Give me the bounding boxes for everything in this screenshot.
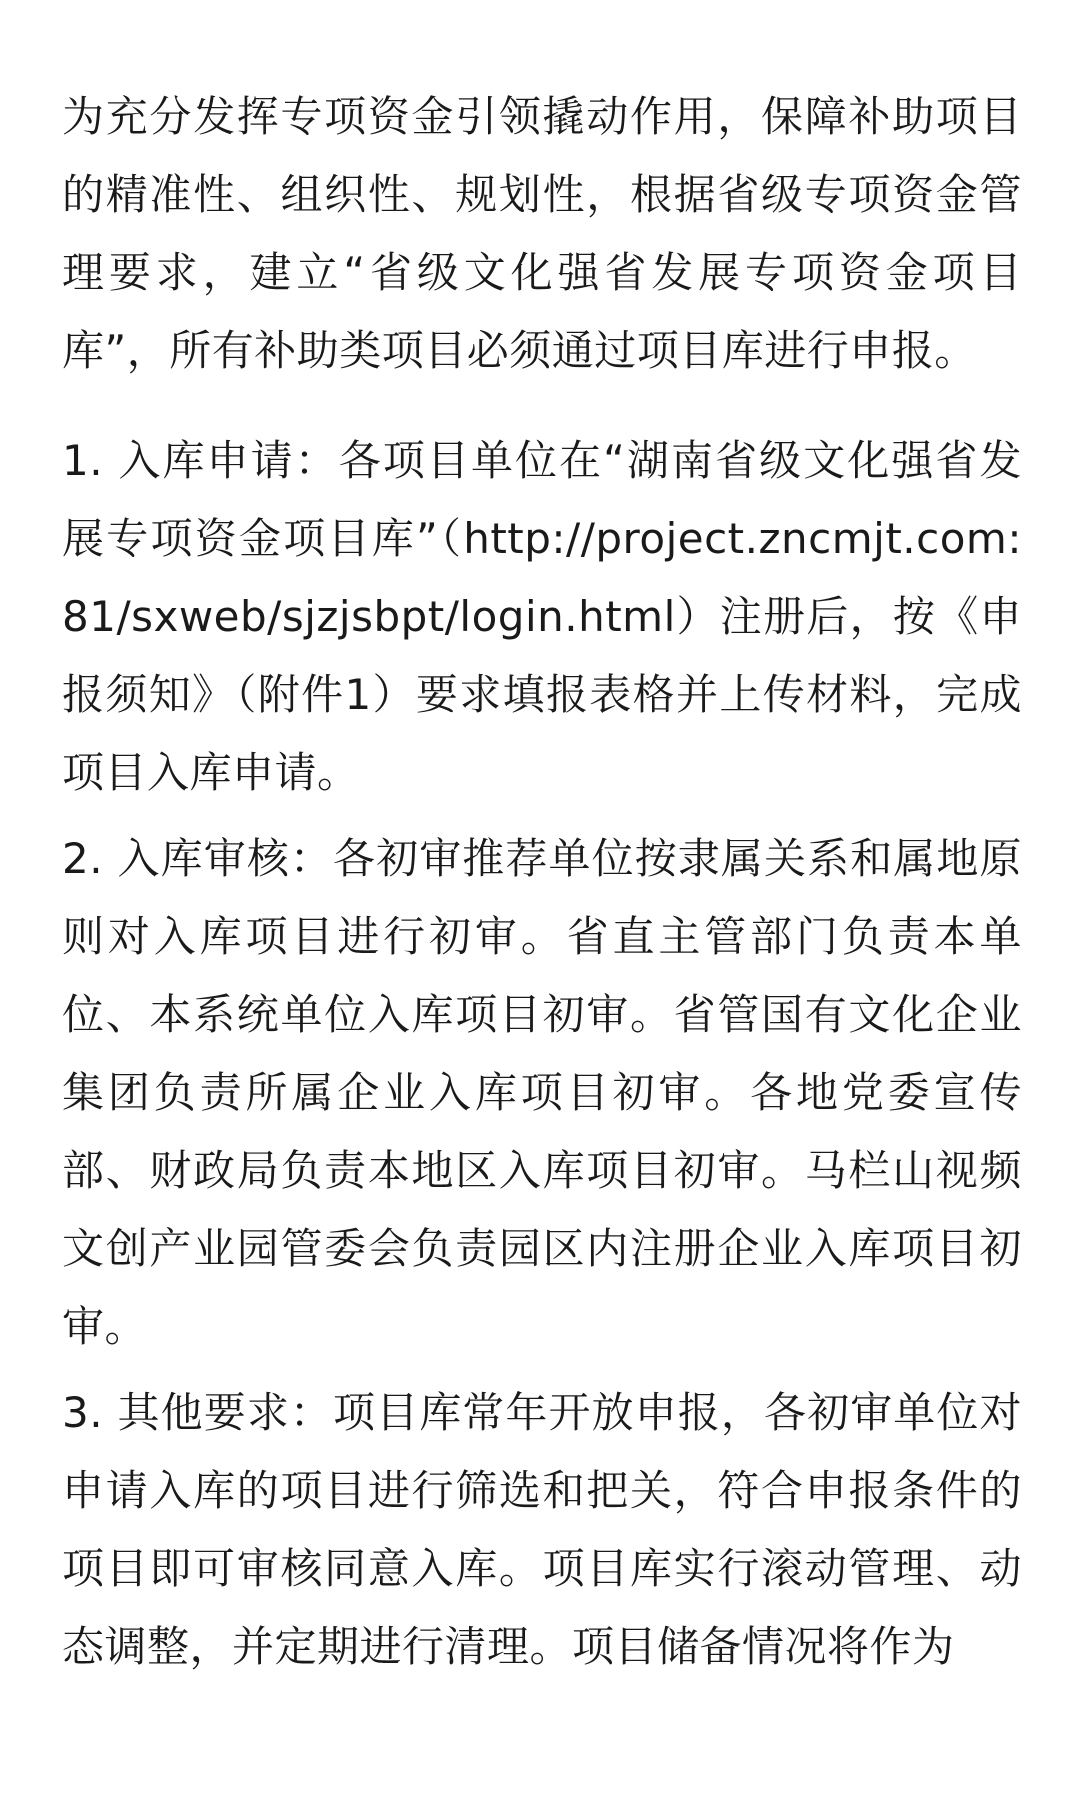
article-body bbox=[62, 78, 1022, 1694]
item-review-paragraph: 2. 入库审核：各初审推荐单位按隶属关系和属地原则对入库项目进行初审。省直主管部门负责本单位、本系统单位入库项目初审。省管国有文化企业集团负责所属企业入库项目初审。各地党委宣传部、财政局负责本地区入库项目初审。马栏山视频文创产业园管委会负责园区内注册企业入库项目初审。 bbox=[62, 834, 1022, 1351]
item-other-requirements-paragraph: 3. 其他要求：项目库常年开放申报，各初审单位对申请入库的项目进行筛选和把关，符合申报条件的项目即可审核同意入库。项目库实行滚动管理、动态调整，并定期进行清理。项目储备情况将作为 bbox=[62, 1388, 1022, 1671]
item-application-paragraph: 1. 入库申请：各项目单位在“湖南省级文化强省发展专项资金项目库”（http://project.zncmjt.com:81/sxweb/sjzjsbpt/login.html）注册后，按《申报须知》（附件1）要求填报表格并上传材料，完成项目入库申请。 bbox=[62, 436, 1022, 797]
intro-paragraph: 为充分发挥专项资金引领撬动作用，保障补助项目的精准性、组织性、规划性，根据省级专项资金管理要求，建立“省级文化强省发展专项资金项目库”，所有补助类项目必须通过项目库进行申报。 bbox=[62, 92, 1022, 375]
